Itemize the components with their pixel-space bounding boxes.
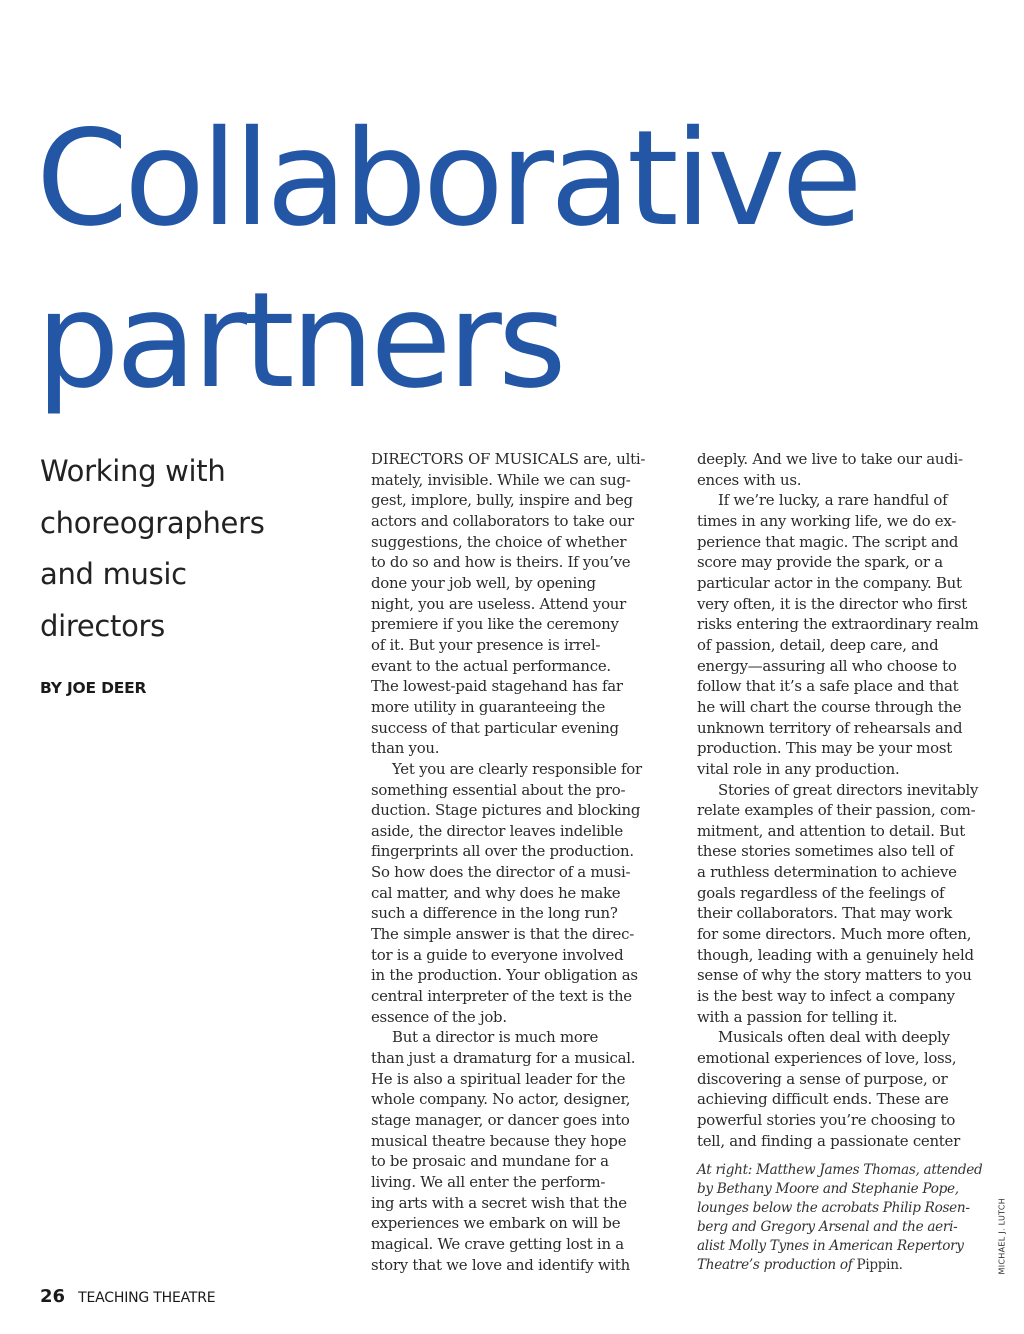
page-footer: [40, 1286, 215, 1307]
body-column-2: [697, 449, 987, 1151]
publication-name: TEACHING THEATRE: [78, 1290, 216, 1306]
byline: BY JOE DEER: [40, 679, 147, 697]
photo-credit-text: MICHAEL J. LUTCH: [997, 1197, 1007, 1275]
article-title: [36, 98, 859, 422]
paragraph: But a director is much more than just a dramaturg for a musical. He is also a spiritual leader for the whole company. No actor, designer, stage manager, or dancer goes into musical theatre because they hope to be prosaic and mundane for a living. We all enter the perform- ing arts with a secret wish that the experiences we embark on will be magical. We crave getting lost in a story that we love and identify with: [371, 1028, 636, 1274]
caption-text: At right: Matthew James Thomas, attended by Bethany Moore and Stephanie Pope, lounges below the acrobats Philip Rosen- berg and Gregory Arsenal and the aeri- alist Molly Tynes in American Repertory Theatre’s production of: [697, 1162, 983, 1273]
paragraph: deeply. And we live to take our audi- ences with us.: [697, 450, 963, 489]
article-title-line-1: Collaborative: [36, 102, 859, 256]
paragraph: If we’re lucky, a rare handful of times in any working life, we do ex- perience that magic. The script and score may provide the spark, or a particular actor in the company. But very often, it is the director who first risks entering the extraordinary realm of passion, detail, deep care, and energy—assuring all who choose to follow that it’s a safe place and that he will chart the course through the unknown territory of rehearsals and production. This may be your most vital role in any production.: [697, 491, 979, 778]
article-title-line-2: partners: [36, 264, 563, 418]
page-number: 26: [40, 1286, 66, 1307]
article-subtitle: [40, 446, 330, 652]
lead-in: DIRECTORS OF MUSICALS: [371, 450, 579, 468]
paragraph: Yet you are clearly responsible for something essential about the pro- duction. Stage pictures and blocking aside, the director leaves indelible fingerprints all over the production. So how does the director of a musi- cal matter, and why does he make such a difference in the long run? The simple answer is that the direc- tor is a guide to everyone involved in the production. Your obligation as central interpreter of the text is the essence of the job.: [371, 759, 642, 1026]
article-subtitle-text: Working with choreographers and music directors: [40, 454, 265, 643]
paragraph: [371, 449, 651, 759]
paragraph-text: are, ulti- mately, invisible. While we can sug- gest, implore, bully, inspire and beg actors and collaborators to take our suggestions, the choice of whether to do so and how is theirs. If you’ve done your job well, by opening night, you are useless. Attend your premiere if you like the ceremony of it. But your presence is irrel- evant to the actual performance. The lowest-paid stagehand has far more utility in guaranteeing the success of that particular evening than you.: [371, 450, 646, 758]
caption-show-title: Pippin.: [856, 1257, 903, 1273]
body-column-1: [371, 449, 651, 1275]
paragraph: Stories of great directors inevitably relate examples of their passion, com- mitment, and attention to detail. But these stories sometimes also tell of a ruthless determination to achieve goals regardless of the feelings of their collaborators. That may work for some directors. Much more often, though, leading with a genuinely held sense of why the story matters to you is the best way to infect a company with a passion for telling it.: [697, 780, 979, 1026]
paragraph: Musicals often deal with deeply emotional experiences of love, loss, discovering a sense of purpose, or achieving difficult ends. These are powerful stories you’re choosing to tell, and finding a passionate center: [697, 1028, 960, 1150]
photo-caption: [697, 1161, 987, 1275]
